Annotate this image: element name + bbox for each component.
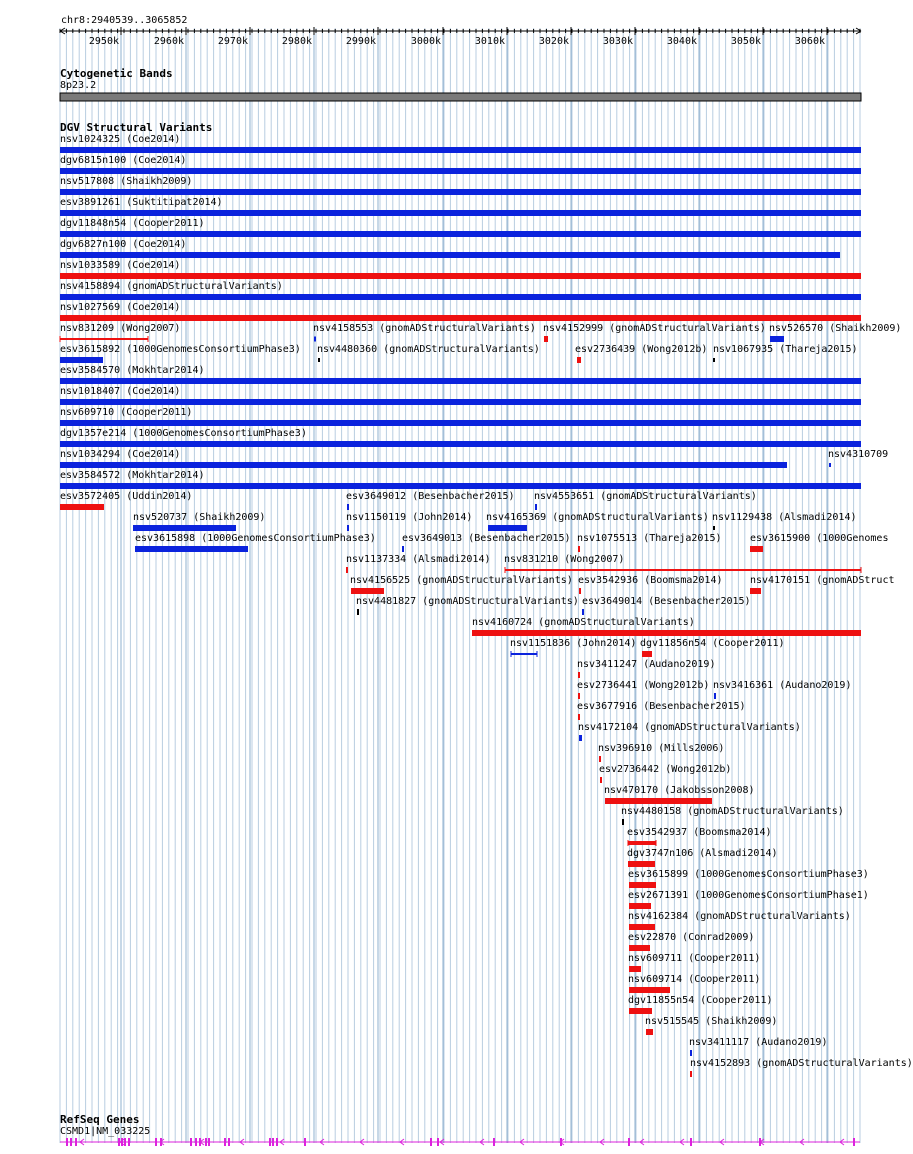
ruler-tick-label: 3010k [474, 36, 505, 47]
ruler-tick-label: 2980k [281, 36, 312, 47]
variant-bar-loss[interactable] [750, 588, 761, 594]
ruler-tick-label: 3020k [538, 36, 569, 47]
variant-label[interactable]: nsv4160724 (gnomADStructuralVariants) [472, 617, 695, 628]
variant-bar-loss[interactable] [629, 966, 641, 972]
dgv-track-title[interactable]: DGV Structural Variants [60, 121, 213, 134]
gene-exon[interactable] [155, 1138, 157, 1146]
variant-label[interactable]: nsv1137334 (Alsmadi2014) [346, 554, 491, 565]
variant-label[interactable]: esv3649014 (Besenbacher2015) [582, 596, 751, 607]
variant-label[interactable]: nsv1027569 (Coe2014) [60, 302, 181, 313]
variant-bar-loss[interactable] [629, 945, 650, 951]
variant-bar-other[interactable] [318, 358, 320, 362]
gene-exon[interactable] [269, 1138, 271, 1146]
variant-label[interactable]: nsv4152999 (gnomADStructuralVariants) [543, 323, 766, 334]
ruler-tick-label: 3050k [730, 36, 761, 47]
variant-bar-loss[interactable] [578, 693, 580, 699]
ruler-tick-label: 3030k [602, 36, 633, 47]
variant-bar-gain[interactable] [60, 252, 840, 258]
gene-label[interactable]: CSMD1|NM_033225 [60, 1126, 151, 1137]
ruler-tick-label: 2990k [345, 36, 376, 47]
variant-bar-gain[interactable] [60, 483, 861, 489]
variant-label[interactable]: esv3649012 (Besenbacher2015) [346, 491, 515, 502]
gene-exon[interactable] [493, 1138, 495, 1146]
variant-bar-loss[interactable] [629, 882, 656, 888]
gene-exon[interactable] [128, 1138, 130, 1146]
ruler-tick-label: 2950k [88, 36, 119, 47]
ruler-tick-label: 3000k [410, 36, 441, 47]
gene-exon[interactable] [66, 1138, 68, 1146]
variant-label[interactable]: esv3615900 (1000Genomes [750, 533, 889, 544]
gene-exon[interactable] [205, 1138, 207, 1146]
variant-bar-gain[interactable] [402, 546, 404, 552]
variant-bar-gain[interactable] [60, 378, 861, 384]
variant-bar-gain[interactable] [60, 210, 861, 216]
variant-label[interactable]: nsv1018407 (Coe2014) [60, 386, 181, 397]
variant-label[interactable]: nsv4553651 (gnomADStructuralVariants) [534, 491, 757, 502]
variant-bar-loss[interactable] [642, 651, 652, 657]
variant-bar-loss[interactable] [690, 1071, 692, 1077]
variant-bar-gain[interactable] [829, 463, 831, 467]
variant-label[interactable]: nsv1151836 (John2014) [510, 638, 637, 649]
variant-bar-loss[interactable] [578, 546, 580, 552]
variant-bar-gain[interactable] [60, 441, 861, 447]
variant-bar-loss[interactable] [351, 588, 384, 594]
variant-bar-gain[interactable] [488, 525, 527, 531]
variant-label[interactable]: dgv6815n100 (Coe2014) [60, 155, 187, 166]
variant-bar-loss[interactable] [579, 588, 581, 594]
variant-label[interactable]: nsv4172104 (gnomADStructuralVariants) [578, 722, 801, 733]
variant-bar-loss[interactable] [629, 924, 655, 930]
variant-label[interactable]: esv2736439 (Wong2012b) [575, 344, 708, 355]
variant-label[interactable]: nsv3411117 (Audano2019) [689, 1037, 828, 1048]
variant-label[interactable]: nsv1150119 (John2014) [346, 512, 473, 523]
gene-exon[interactable] [276, 1138, 278, 1146]
variant-bar-gain[interactable] [60, 399, 861, 405]
variant-label[interactable]: nsv526570 (Shaikh2009) [769, 323, 902, 334]
gene-exon[interactable] [75, 1138, 77, 1146]
variant-label[interactable]: nsv609711 (Cooper2011) [628, 953, 761, 964]
variant-label[interactable]: dgv11848n54 (Cooper2011) [60, 218, 205, 229]
variant-label[interactable]: nsv520737 (Shaikh2009) [133, 512, 266, 523]
variant-label[interactable]: esv3615899 (1000GenomesConsortiumPhase3) [628, 869, 869, 880]
variant-bar-other[interactable] [622, 819, 624, 825]
variant-bar-gain[interactable] [60, 231, 861, 237]
variant-label[interactable]: nsv4310709 [828, 449, 889, 460]
refseq-track-title[interactable]: RefSeq Genes [60, 1113, 140, 1126]
position-readout: chr8:2940539..3065852 [61, 15, 188, 26]
variant-label[interactable]: nsv515545 (Shaikh2009) [645, 1016, 778, 1027]
gene-exon[interactable] [272, 1138, 274, 1146]
variant-label[interactable]: esv2736442 (Wong2012b) [599, 764, 732, 775]
variant-bar-gain[interactable] [60, 147, 861, 153]
variant-label[interactable]: nsv4170151 (gnomADStruct [750, 575, 895, 586]
variant-label[interactable]: nsv4481827 (gnomADStructuralVariants) [356, 596, 579, 607]
variant-bar-gain[interactable] [347, 525, 349, 531]
variant-label[interactable]: nsv4480158 (gnomADStructuralVariants) [621, 806, 844, 817]
variant-bar-loss[interactable] [60, 273, 861, 279]
gene-exon[interactable] [190, 1138, 192, 1146]
variant-label[interactable]: nsv517808 (Shaikh2009) [60, 176, 193, 187]
variant-bar-other[interactable] [713, 526, 715, 530]
variant-label[interactable]: esv3891261 (Suktitipat2014) [60, 197, 223, 208]
gene-exon[interactable] [121, 1138, 123, 1146]
variant-bar-gain[interactable] [770, 336, 784, 342]
variant-label[interactable]: nsv1075513 (Thareja2015) [577, 533, 722, 544]
variant-bar-loss[interactable] [628, 861, 655, 867]
variant-label[interactable]: dgv11856n54 (Cooper2011) [640, 638, 785, 649]
variant-label[interactable]: nsv1033589 (Coe2014) [60, 260, 181, 271]
gene-exon[interactable] [195, 1138, 197, 1146]
variant-bar-other[interactable] [357, 609, 359, 615]
variant-label[interactable]: nsv470170 (Jakobsson2008) [604, 785, 755, 796]
variant-bar-loss[interactable] [605, 798, 712, 804]
variant-label[interactable]: nsv1067935 (Thareja2015) [713, 344, 858, 355]
ruler-tick-label: 3060k [794, 36, 825, 47]
variant-label[interactable]: nsv4158553 (gnomADStructuralVariants) [313, 323, 536, 334]
gene-exon[interactable] [70, 1138, 72, 1146]
variant-label[interactable]: nsv609714 (Cooper2011) [628, 974, 761, 985]
gene-exon[interactable] [628, 1138, 630, 1146]
variant-bar-loss[interactable] [578, 714, 580, 720]
variant-bar-gain[interactable] [582, 609, 584, 615]
variant-label[interactable]: esv3572405 (Uddin2014) [60, 491, 193, 502]
gene-exon[interactable] [437, 1138, 439, 1146]
variant-bar-loss[interactable] [629, 903, 651, 909]
variant-bar-loss[interactable] [544, 336, 548, 342]
variant-bar-gain[interactable] [60, 168, 861, 174]
variant-bar-loss[interactable] [600, 777, 602, 783]
gene-exon[interactable] [690, 1138, 692, 1146]
variant-label[interactable]: esv3584572 (Mokhtar2014) [60, 470, 205, 481]
variant-bar-loss[interactable] [629, 987, 670, 993]
cytoband-name: 8p23.2 [60, 80, 97, 91]
ruler-tick-label: 3040k [666, 36, 697, 47]
variant-bar-gain[interactable] [690, 1050, 692, 1056]
variant-label[interactable]: nsv4152893 (gnomADStructuralVariants) [690, 1058, 913, 1069]
variant-bar-loss[interactable] [578, 672, 580, 678]
variant-bar-gain[interactable] [535, 504, 537, 510]
variant-bar-loss[interactable] [750, 546, 763, 552]
variant-label[interactable]: nsv831210 (Wong2007) [504, 554, 625, 565]
variant-bar-loss[interactable] [472, 630, 861, 636]
variant-label[interactable]: esv22870 (Conrad2009) [628, 932, 755, 943]
variant-label[interactable]: nsv831209 (Wong2007) [60, 323, 181, 334]
variant-bar-gain[interactable] [60, 357, 103, 363]
variant-label[interactable]: esv2736441 (Wong2012b) [577, 680, 710, 691]
variant-bar-gain[interactable] [60, 189, 861, 195]
variant-bar-loss[interactable] [629, 1008, 652, 1014]
variant-bar-gain[interactable] [579, 735, 582, 741]
variant-label[interactable]: nsv4162384 (gnomADStructuralVariants) [628, 911, 851, 922]
cytoband-track-title[interactable]: Cytogenetic Bands [60, 67, 173, 80]
variant-label[interactable]: esv3542937 (Boomsma2014) [627, 827, 772, 838]
variant-bar-gain[interactable] [60, 420, 861, 426]
variant-label[interactable]: nsv4156525 (gnomADStructuralVariants) [350, 575, 573, 586]
variant-label[interactable]: nsv1024325 (Coe2014) [60, 134, 181, 145]
gene-exon[interactable] [228, 1138, 230, 1146]
variant-bar-gain[interactable] [347, 504, 349, 510]
variant-bar-loss[interactable] [646, 1029, 653, 1035]
gene-exon[interactable] [208, 1138, 210, 1146]
variant-bar-loss[interactable] [60, 315, 861, 321]
variant-bar-gain[interactable] [314, 337, 316, 342]
gene-exon[interactable] [430, 1138, 432, 1146]
variant-bar-gain[interactable] [714, 693, 716, 699]
ruler-tick-label: 2970k [217, 36, 248, 47]
variant-label[interactable]: esv3615898 (1000GenomesConsortiumPhase3) [135, 533, 376, 544]
variant-label[interactable]: nsv1129438 (Alsmadi2014) [712, 512, 857, 523]
variant-label[interactable]: esv3677916 (Besenbacher2015) [577, 701, 746, 712]
variant-bar-gain[interactable] [60, 462, 787, 468]
variant-label[interactable]: esv3584570 (Mokhtar2014) [60, 365, 205, 376]
variant-label[interactable]: nsv4158894 (gnomADStructuralVariants) [60, 281, 283, 292]
variant-bar-gain[interactable] [60, 294, 861, 300]
gene-exon[interactable] [304, 1138, 306, 1146]
variant-bar-gain[interactable] [133, 525, 236, 531]
variant-label[interactable]: nsv3416361 (Audano2019) [713, 680, 852, 691]
variant-label[interactable]: esv3542936 (Boomsma2014) [578, 575, 723, 586]
variant-label[interactable]: nsv609710 (Cooper2011) [60, 407, 193, 418]
variant-bar-loss[interactable] [346, 567, 348, 573]
gene-exon[interactable] [124, 1138, 126, 1146]
variant-label[interactable]: nsv396910 (Mills2006) [598, 743, 725, 754]
variant-label[interactable]: dgv6827n100 (Coe2014) [60, 239, 187, 250]
variant-label[interactable]: nsv4165369 (gnomADStructuralVariants) [486, 512, 709, 523]
cytoband-8p23.2[interactable] [60, 93, 861, 101]
gene-exon[interactable] [224, 1138, 226, 1146]
gene-exon[interactable] [853, 1138, 855, 1146]
variant-label[interactable]: nsv4480360 (gnomADStructuralVariants) [317, 344, 540, 355]
variant-label[interactable]: dgv1357e214 (1000GenomesConsortiumPhase3) [60, 428, 307, 439]
variant-label[interactable]: nsv3411247 (Audano2019) [577, 659, 716, 670]
variant-label[interactable]: dgv3747n106 (Alsmadi2014) [627, 848, 778, 859]
variant-bar-loss[interactable] [577, 357, 581, 363]
variant-bar-loss[interactable] [60, 504, 104, 510]
variant-bar-loss[interactable] [599, 756, 601, 762]
variant-bar-gain[interactable] [135, 546, 248, 552]
variant-label[interactable]: nsv1034294 (Coe2014) [60, 449, 181, 460]
variant-label[interactable]: esv3649013 (Besenbacher2015) [402, 533, 571, 544]
ruler-tick-label: 2960k [153, 36, 184, 47]
variant-label[interactable]: esv3615892 (1000GenomesConsortiumPhase3) [60, 344, 301, 355]
variant-label[interactable]: dgv11855n54 (Cooper2011) [628, 995, 773, 1006]
variant-label[interactable]: esv2671391 (1000GenomesConsortiumPhase1) [628, 890, 869, 901]
variant-bar-other[interactable] [713, 358, 715, 362]
